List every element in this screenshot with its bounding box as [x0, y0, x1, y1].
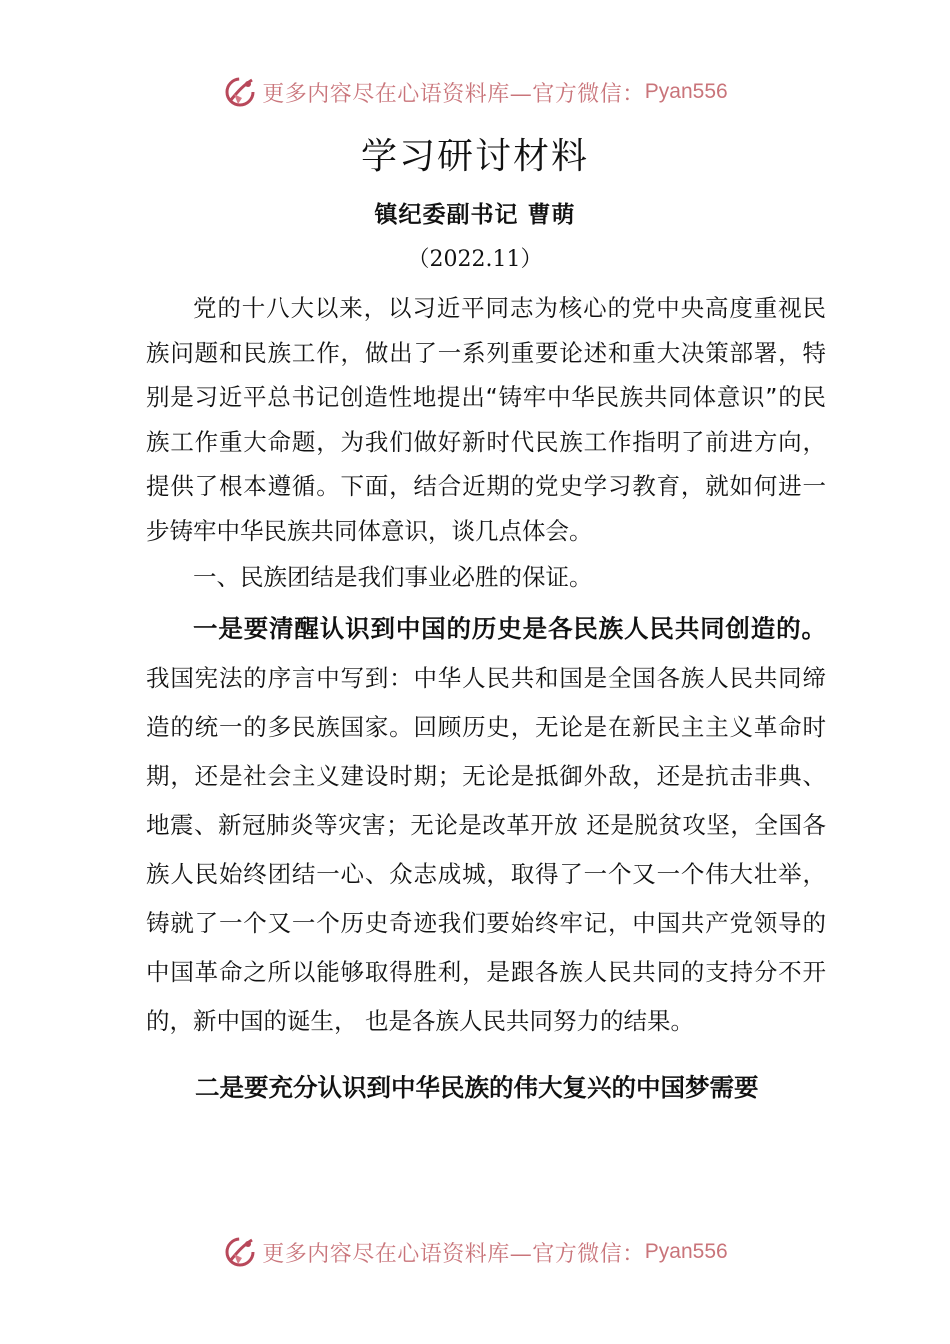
watermark-banner-bottom: [0, 1232, 950, 1272]
point-1-heading: 一是要清醒认识到中国的历史是各民族人民共同创造的。: [193, 613, 826, 643]
point-1-body: 我国宪法的序言中写到：中华人民共和国是全国各族人民共同缔造的统一的多民族国家。回顾历史，无论是在新民主主义革命时期，还是社会主义建设时期；无论是抵御外敌，还是抗击非典、地震、新冠肺炎等灾害；无论是改革开放 还是脱贫攻坚，全国各族人民始终团结一心、众志成城，取得了一个又一个伟大壮举，铸就了一个又一个历史奇迹我们要始终牢记，中国共产党领导的中国革命之所以能够取得胜利，是跟各族人民共同的支持分不开的，新中国的诞生， 也是各族人民共同努力的结果。: [146, 663, 826, 1035]
watermark-wechat-id: Pyan556: [644, 1240, 728, 1263]
watermark-banner-top: [0, 72, 950, 112]
watermark-logo-icon: [222, 1234, 258, 1270]
document-body: [146, 286, 826, 1110]
intro-paragraph: 党的十八大以来，以习近平同志为核心的党中央高度重视民族问题和民族工作，做出了一系列重要论述和重大决策部署，特别是习近平总书记创造性地提出“铸牢中华民族共同体意识”的民族工作重大命题，为我们做好新时代民族工作指明了前进方向，提供了根本遵循。下面，结合近期的党史学习教育，就如何进一步铸牢中华民族共同体意识，谈几点体会。: [146, 294, 826, 545]
document-author: 镇纪委副书记 曹萌: [374, 201, 576, 228]
section-heading-1: 一、民族团结是我们事业必胜的保证。: [193, 563, 593, 591]
document-title: 学习研讨材料: [360, 136, 589, 177]
watermark-wechat-id: Pyan556: [644, 80, 728, 103]
document-date: （2022.11）: [407, 247, 543, 272]
watermark-logo-icon: [222, 74, 258, 110]
watermark-text: 更多内容尽在心语资料库—官方微信：: [262, 1241, 645, 1267]
watermark-text: 更多内容尽在心语资料库—官方微信：: [262, 81, 645, 107]
point-2-heading: 二是要充分认识到中华民族的伟大复兴的中国梦需要: [195, 1072, 759, 1102]
point-1-paragraph: [146, 604, 826, 1046]
